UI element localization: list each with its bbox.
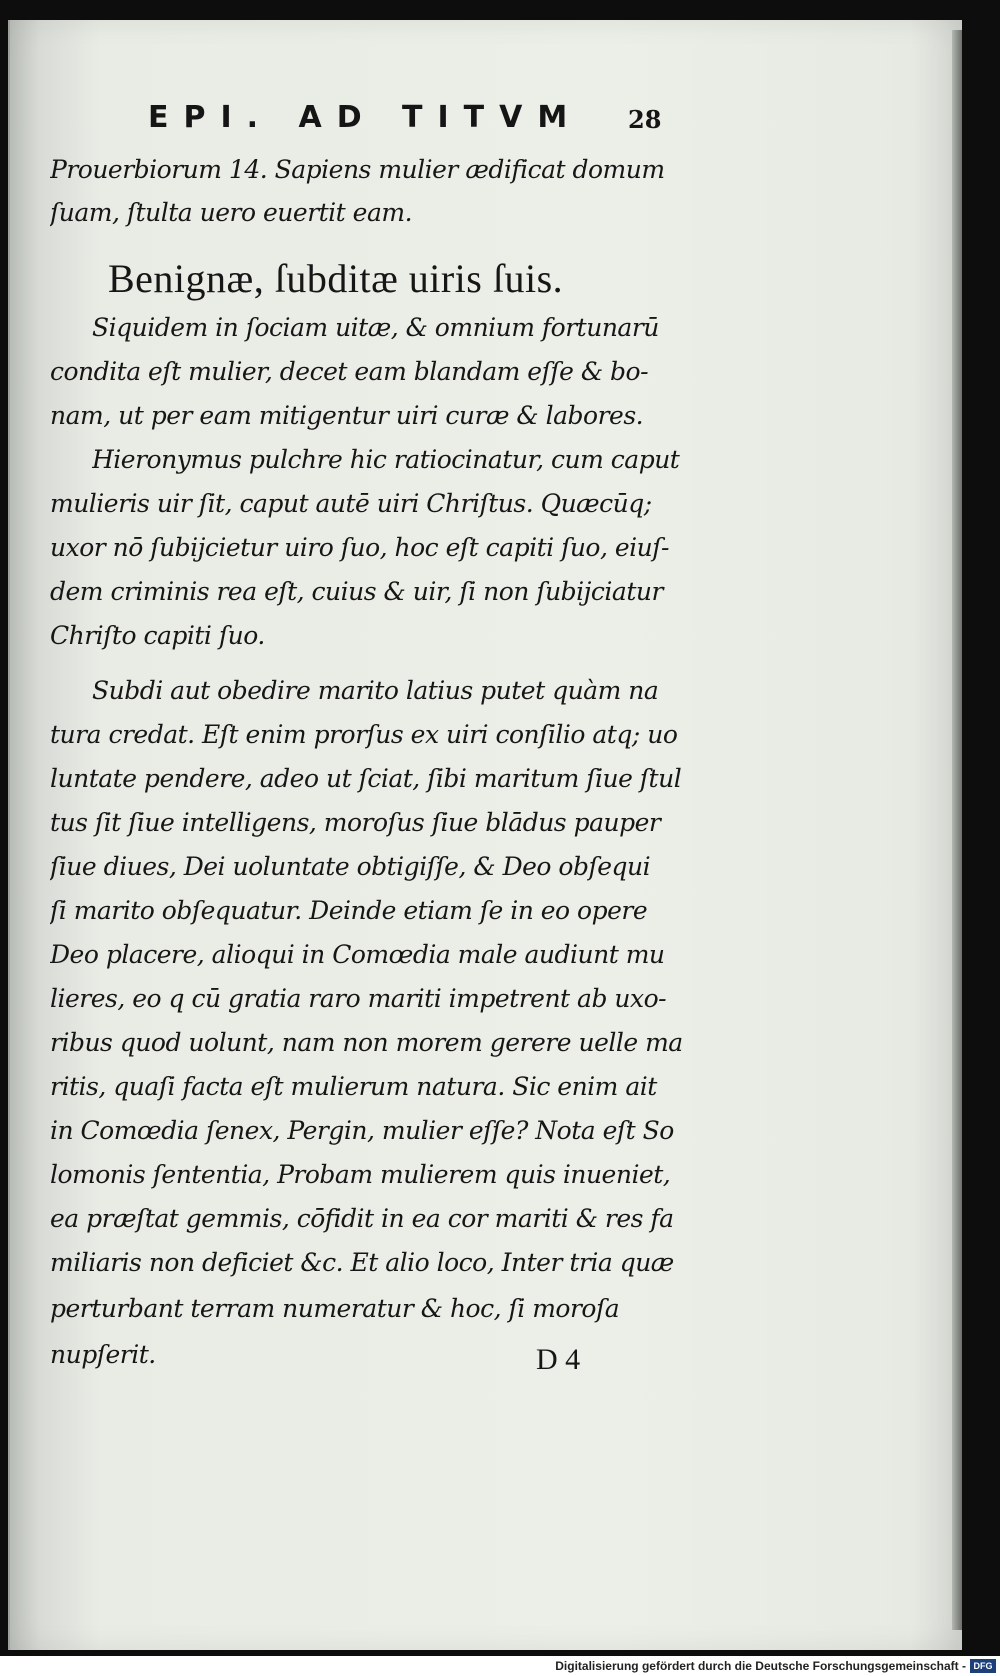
text-line: mulieris uir ſit, caput autē uiri Chriſtus. Quæcūq; xyxy=(50,489,652,518)
text-line: ſi marito obſequatur. Deinde etiam ſe in eo opere xyxy=(50,896,648,925)
text-line: in Comœdia ſenex, Pergin, mulier eſſe? Nota eſt So xyxy=(50,1116,674,1145)
text-line: Hieronymus pulchre hic ratiocinatur, cum caput xyxy=(92,445,680,474)
text-line: dem criminis rea eſt, cuius & uir, ſi non ſubijciatur xyxy=(50,577,663,606)
text-line: Prouerbiorum 14. Sapiens mulier ædificat domum xyxy=(50,155,665,184)
text-line: miliaris non deficiet &c. Et alio loco, Inter tria quæ xyxy=(50,1248,674,1277)
text-line: Deo placere, alioqui in Comœdia male audiunt mu xyxy=(50,940,665,969)
running-head: EPI. AD TITVM xyxy=(148,100,583,135)
page-number: 28 xyxy=(628,105,662,134)
funding-credit: Digitalisierung gefördert durch die Deutsche Forschungsgemeinschaft - xyxy=(555,1659,966,1673)
text-line: nupſerit. xyxy=(50,1340,156,1369)
text-line: nam, ut per eam mitigentur uiri curæ & labores. xyxy=(50,401,644,430)
text-line: tura credat. Eſt enim prorſus ex uiri conſilio atq; uo xyxy=(50,720,678,749)
text-line: ritis, quaſi facta eſt mulierum natura. Sic enim ait xyxy=(50,1072,657,1101)
dfg-logo: DFG xyxy=(970,1659,996,1673)
signature-mark: D 4 xyxy=(536,1343,581,1376)
text-line: Siquidem in ſociam uitæ, & omnium fortunarū xyxy=(92,313,659,342)
text-line: Subdi aut obedire marito latius putet quàm na xyxy=(92,676,659,705)
text-line: condita eſt mulier, decet eam blandam eſſe & bo- xyxy=(50,357,649,386)
text-line: lomonis ſententia, Probam mulierem quis inueniet, xyxy=(50,1160,671,1189)
text-line: ea præſtat gemmis, cōfidit in ea cor mariti & res fa xyxy=(50,1204,674,1233)
text-line: luntate pendere, adeo ut ſciat, ſibi maritum ſiue ſtul xyxy=(50,764,682,793)
text-line: perturbant terram numeratur & hoc, ſi moroſa xyxy=(50,1294,620,1323)
text-line: ſuam, ſtulta uero euertit eam. xyxy=(50,198,413,227)
text-line: ribus quod uolunt, nam non morem gerere uelle ma xyxy=(50,1028,683,1057)
section-heading: Benignæ, ſubditæ uiris ſuis. xyxy=(108,256,564,301)
text-line: tus ſit ſiue intelligens, moroſus ſiue blādus pauper xyxy=(50,808,661,837)
text-line: Chriſto capiti ſuo. xyxy=(50,621,265,650)
text-line: ſiue diues, Dei uoluntate obtigiſſe, & Deo obſequi xyxy=(50,852,651,881)
footer-bar xyxy=(0,1656,1000,1676)
text-line: uxor nō ſubijcietur uiro ſuo, hoc eſt capiti ſuo, eiuſ- xyxy=(50,533,669,562)
text-line: lieres, eo q cū gratia raro mariti impetrent ab uxo- xyxy=(50,984,667,1013)
page-edge xyxy=(952,30,962,1630)
